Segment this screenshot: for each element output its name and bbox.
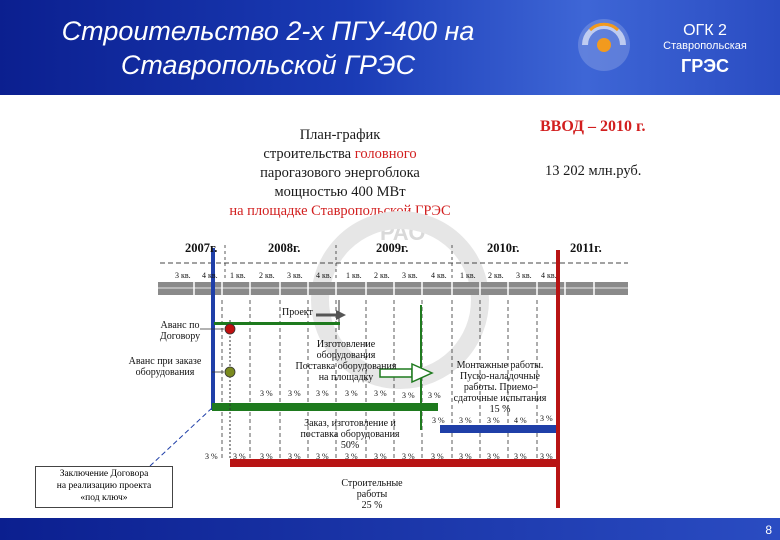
- percent-label: 3 %: [459, 452, 472, 461]
- quarter-label: 4 кв.: [431, 271, 447, 280]
- percent-label: 3 %: [540, 452, 553, 461]
- quarter-label: 3 кв.: [516, 271, 532, 280]
- label-construction-1: Строительные: [341, 478, 403, 489]
- label-manufacturing-3: Поставка оборудования: [295, 361, 397, 372]
- label-mounting-3: работы. Приемо-: [463, 382, 537, 393]
- plan-line-4: мощностью 400 МВт: [274, 184, 406, 200]
- year-2010: 2010г.: [487, 241, 520, 255]
- percent-label: 3 %: [345, 389, 358, 398]
- percent-label: 3 %: [459, 416, 472, 425]
- quarter-label: 1 кв.: [230, 271, 246, 280]
- year-2007: 2007г.: [185, 241, 218, 255]
- percent-label: 3 %: [233, 452, 246, 461]
- advance-contract-marker: [225, 324, 235, 334]
- percent-label: 3 %: [260, 389, 273, 398]
- bar-construction: [230, 459, 558, 467]
- footer-bar: [0, 518, 780, 540]
- percent-label: 3 %: [205, 452, 218, 461]
- percent-label: 3 %: [402, 452, 415, 461]
- percent-label: 3 %: [288, 452, 301, 461]
- title-line-2: Ставропольской ГРЭС: [120, 50, 416, 80]
- quarter-label: 2 кв.: [488, 271, 504, 280]
- quarter-label: 4 кв.: [541, 271, 557, 280]
- quarter-label: 2 кв.: [374, 271, 390, 280]
- percent-label: 3 %: [514, 452, 527, 461]
- quarter-label: 4 кв.: [316, 271, 332, 280]
- percent-label: 3 %: [487, 452, 500, 461]
- label-manufacturing-4: на площадку: [318, 372, 374, 383]
- plan-line-2a: строительства: [263, 146, 355, 162]
- page-number: 8: [765, 523, 772, 537]
- label-mounting-5: 15 %: [489, 404, 511, 415]
- title-line-1: Строительство 2-х ПГУ-400 на: [61, 16, 475, 46]
- label-order-2: поставка оборудования: [300, 429, 400, 440]
- contract-box-line-3: «под ключ»: [80, 493, 128, 503]
- brand-stavropol: Ставропольская: [663, 40, 747, 52]
- quarter-label: 3 кв.: [175, 271, 191, 280]
- contract-box: [35, 466, 173, 508]
- label-advance-contract-1: Аванс по: [160, 320, 200, 331]
- bar-order-equipment: [212, 403, 438, 411]
- label-order-3: 50%: [340, 440, 360, 451]
- percent-label: 3 %: [540, 414, 553, 423]
- year-2011: 2011г.: [570, 241, 602, 255]
- brand-ogk2: ОГК 2: [683, 22, 727, 39]
- contract-box-line-1: Заключение Договора: [59, 469, 149, 479]
- percent-label: 3 %: [402, 391, 415, 400]
- percent-label: 3 %: [345, 452, 358, 461]
- percent-label: 3 %: [487, 416, 500, 425]
- label-advance-contract: [150, 320, 210, 342]
- percent-label: 3 %: [431, 452, 444, 461]
- percent-label: 3 %: [316, 452, 329, 461]
- percent-label: 3 %: [374, 452, 387, 461]
- quarter-label: 3 кв.: [402, 271, 418, 280]
- brand-gres: ГРЭС: [680, 56, 729, 76]
- label-mounting-2: Пуско-наладочные: [459, 371, 540, 382]
- bar-mounting: [440, 425, 556, 433]
- year-2008: 2008г.: [268, 241, 301, 255]
- commissioning-date: ВВОД – 2010 г.: [540, 118, 646, 135]
- quarter-label: 3 кв.: [287, 271, 303, 280]
- plan-line-2b: головного: [354, 146, 417, 162]
- percent-label: 3 %: [316, 389, 329, 398]
- percent-label: 3 %: [432, 416, 445, 425]
- label-manufacturing-2: оборудования: [316, 350, 376, 361]
- label-mounting: [440, 360, 560, 415]
- percent-label: 3 %: [428, 391, 441, 400]
- quarter-label: 1 кв.: [346, 271, 362, 280]
- advance-order-marker: [225, 367, 235, 377]
- label-construction-3: 25 %: [361, 500, 383, 511]
- label-construction-2: работы: [356, 489, 388, 500]
- contract-box-line-2: на реализацию проекта: [56, 481, 152, 491]
- label-order-1: Заказ, изготовление и: [304, 418, 396, 429]
- label-manufacturing: [286, 339, 406, 383]
- label-project: Проект: [282, 307, 313, 318]
- percent-label: 3 %: [374, 389, 387, 398]
- project-cost: 13 202 млн.руб.: [545, 163, 642, 179]
- percent-label: 3 %: [260, 452, 273, 461]
- percent-label: 3 %: [288, 389, 301, 398]
- percent-label: 4 %: [514, 416, 527, 425]
- plan-line-1: План-график: [299, 127, 381, 143]
- quarter-label: 2 кв.: [259, 271, 275, 280]
- contract-connector: [150, 408, 212, 466]
- label-advance-order-1: Аванс при заказе: [128, 356, 202, 367]
- label-construction: [322, 478, 422, 511]
- label-advance-order: [115, 356, 215, 378]
- label-mounting-4: сдаточные испытания: [453, 393, 547, 404]
- label-advance-order-2: оборудования: [135, 367, 195, 378]
- plan-line-3: парогазового энергоблока: [260, 165, 420, 181]
- plan-line-5: на площадке Ставропольской ГРЭС: [229, 203, 451, 219]
- quarter-label: 1 кв.: [460, 271, 476, 280]
- label-manufacturing-1: Изготовление: [316, 339, 376, 350]
- label-advance-contract-2: Договору: [159, 331, 201, 342]
- year-2009: 2009г.: [376, 241, 409, 255]
- watermark-text: РАО: [380, 220, 426, 245]
- label-order: [290, 418, 410, 451]
- label-mounting-1: Монтажные работы.: [456, 360, 544, 371]
- quarter-label: 4 кв.: [202, 271, 218, 280]
